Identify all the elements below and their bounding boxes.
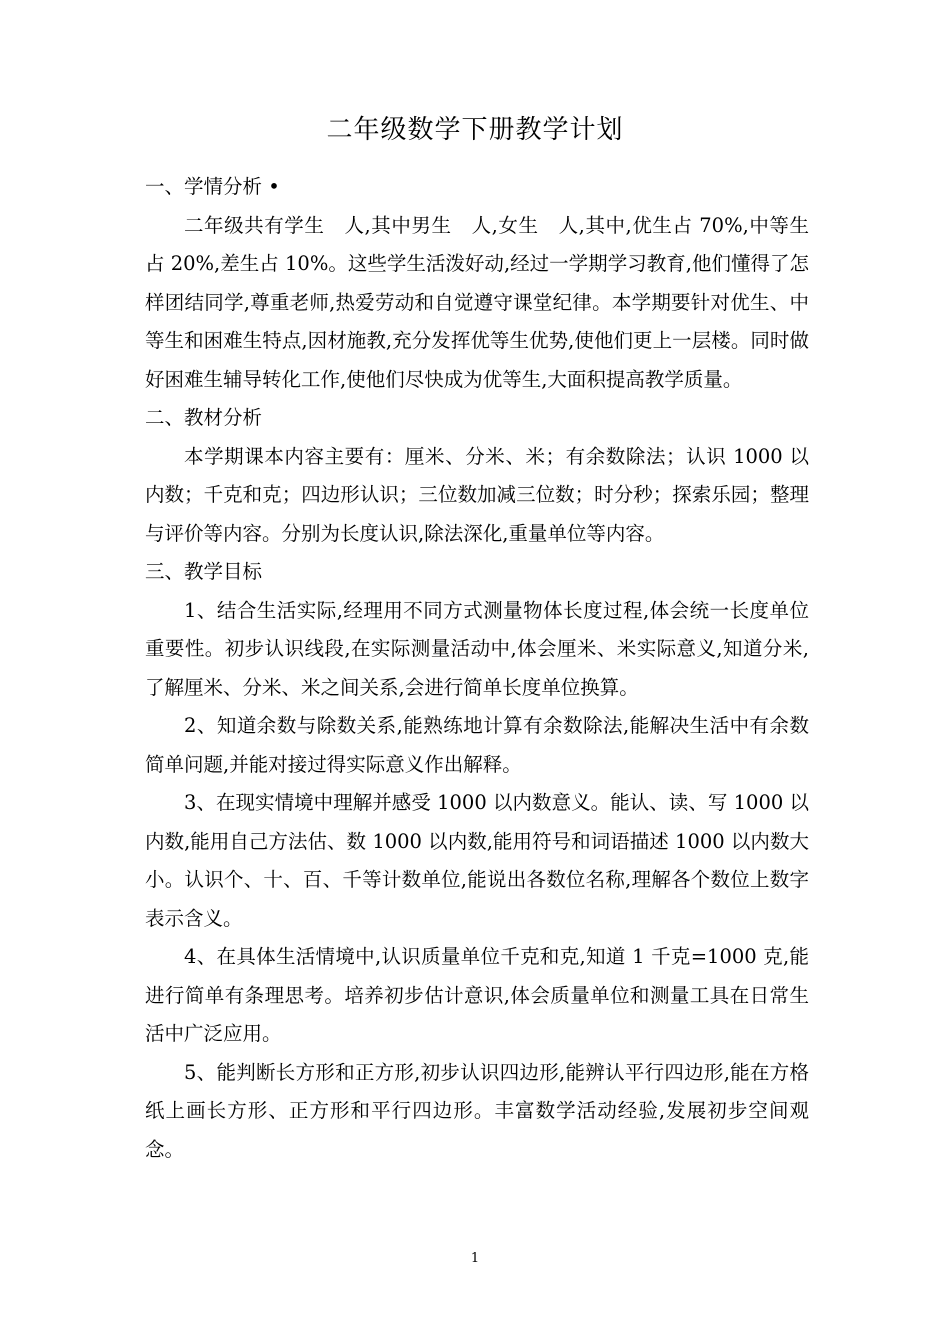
paragraph-material-analysis: 本学期课本内容主要有：厘米、分米、米；有余数除法；认识 1000 以内数；千克和克；四边形认识；三位数加减三位数；时分秒；探索乐园；整理与评价等内容。分别为长度认识,除法深化,重量单位等内容。 — [145, 444, 809, 545]
document-title: 二年级数学下册教学计划 — [326, 115, 624, 145]
paragraph-goal-4: 4、在具体生活情境中,认识质量单位千克和克,知道 1 千克=1000 克,能进行简单有条理思考。培养初步估计意识,体会质量单位和测量工具在日常生活中广泛应用。 — [145, 945, 809, 1045]
paragraph-goal-5: 5、能判断长方形和正方形,初步认识四边形,能辨认平行四边形,能在方格纸上画长方形、正方形和平行四边形。丰富数学活动经验,发展初步空间观念。 — [145, 1060, 809, 1161]
paragraph-learning-analysis: 二年级共有学生 人,其中男生 人,女生 人,其中,优生占 70%,中等生占 20%,差生占 10%。这些学生活泼好动,经过一学期学习教育,他们懂得了怎样团结同学,尊重老师,热爱劳动和自觉遵守课堂纪律。本学期要针对优生、中等生和困难生特点,因材施教,充分发挥优等生优势,使他们更上一层楼。同时做好困难生辅导转化工作,使他们尽快成为优等生,大面积提高教学质量。 — [145, 213, 809, 391]
document-body — [145, 168, 809, 1169]
paragraph-goal-1: 1、结合生活实际,经理用不同方式测量物体长度过程,体会统一长度单位重要性。初步认识线段,在实际测量活动中,体会厘米、米实际意义,知道分米,了解厘米、分米、米之间关系,会进行简单长度单位换算。 — [145, 598, 809, 699]
paragraph-goal-2: 2、知道余数与除数关系,能熟练地计算有余数除法,能解决生活中有余数简单问题,并能对接过得实际意义作出解释。 — [145, 714, 809, 776]
paragraph-goal-3: 3、在现实情境中理解并感受 1000 以内数意义。能认、读、写 1000 以内数,能用自己方法估、数 1000 以内数,能用符号和词语描述 1000 以内数大小。认识个、十、百、千等计数单位,能说出各数位名称,理解各个数位上数字表示含义。 — [145, 791, 809, 930]
section-heading-learning-analysis: 一、学情分析 • — [145, 175, 280, 198]
page-number: 1 — [470, 1251, 480, 1266]
section-heading-teaching-goals: 三、教学目标 — [145, 560, 263, 583]
section-heading-material-analysis: 二、教材分析 — [145, 406, 263, 429]
